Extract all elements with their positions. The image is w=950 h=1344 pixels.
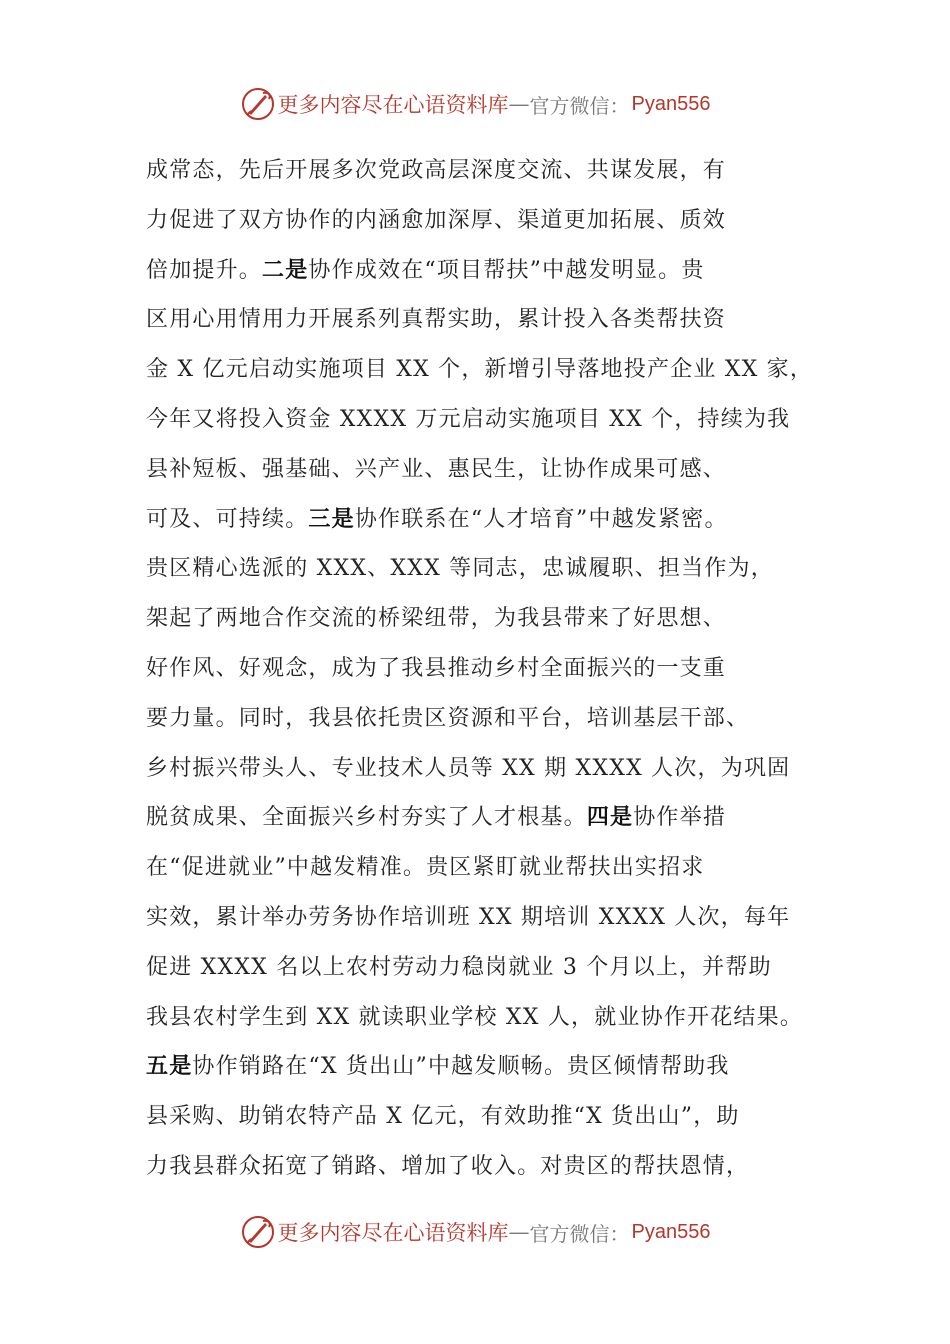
text-segment: 协作销路在“X 货出山”中越发顺畅。贵区倾情帮助我	[192, 1054, 730, 1080]
text-segment: 县补短板、强基础、兴产业、惠民生，让协作成果可感、	[146, 456, 727, 482]
text-line	[146, 146, 826, 196]
text-segment: 协作联系在“人才培育”中越发紧密。	[354, 506, 728, 532]
text-line	[146, 1042, 826, 1092]
text-line	[146, 345, 826, 395]
text-line	[146, 744, 826, 794]
footer-banner	[0, 1212, 950, 1252]
text-segment: 区用心用情用力开展系列真帮实助，累计投入各类帮扶资	[146, 307, 727, 333]
banner-dash: —	[508, 1220, 530, 1244]
text-segment: 促进 XXXX 名以上农村劳动力稳岗就业 3 个月以上，并帮助	[146, 954, 772, 980]
text-segment: 金 X 亿元启动实施项目 XX 个，新增引导落地投产企业 XX 家，	[146, 357, 814, 383]
text-segment: 在“促进就业”中越发精准。贵区紧盯就业帮扶出实招求	[146, 855, 705, 881]
text-segment: 协作成效在“项目帮扶”中越发明显。贵	[308, 257, 705, 283]
text-segment: 要力量。同时，我县依托贵区资源和平台，培训基层干部、	[146, 705, 750, 731]
text-segment: 力促进了双方协作的内涵愈加深厚、渠道更加拓展、质效	[146, 207, 727, 233]
text-segment: 脱贫成果、全面振兴乡村夯实了人才根基。	[146, 805, 587, 831]
text-line	[146, 246, 826, 296]
text-line	[146, 993, 826, 1043]
text-segment: 成常态，先后开展多次党政高层深度交流、共谋发展，有	[146, 158, 727, 183]
text-line	[146, 295, 826, 345]
bold-lead: 三是	[308, 505, 355, 532]
text-segment: 我县农村学生到 XX 就读职业学校 XX 人，就业协作开花结果。	[146, 1004, 804, 1030]
text-line	[146, 395, 826, 445]
banner-wechat-label: 官方微信：	[529, 93, 630, 118]
text-line	[146, 893, 826, 943]
text-line	[146, 694, 826, 744]
text-line	[146, 644, 826, 694]
body-text	[146, 146, 826, 1192]
text-segment: 贵区精心选派的 XXX、XXX 等同志，忠诚履职、担当作为，	[146, 556, 774, 582]
text-segment: 力我县群众拓宽了销路、增加了收入。对贵区的帮扶恩情，	[146, 1153, 750, 1179]
quill-logo-icon	[240, 1214, 276, 1250]
text-line	[146, 594, 826, 644]
text-line	[146, 943, 826, 993]
header-banner	[0, 84, 950, 124]
text-segment: 倍加提升。	[146, 257, 263, 283]
quill-logo-icon	[240, 86, 276, 122]
text-line	[146, 196, 826, 246]
text-segment: 架起了两地合作交流的桥梁纽带，为我县带来了好思想、	[146, 606, 727, 632]
bold-lead: 二是	[262, 256, 309, 283]
text-line	[146, 793, 826, 843]
banner-title: 更多内容尽在心语资料库	[277, 93, 509, 117]
bold-lead: 四是	[586, 804, 634, 831]
text-line	[146, 544, 826, 594]
text-line	[146, 1142, 826, 1192]
banner-wechat-id: Pyan556	[631, 92, 711, 115]
text-segment: 可及、可持续。	[146, 506, 309, 532]
text-line	[146, 1092, 826, 1142]
bold-lead: 五是	[146, 1053, 193, 1080]
text-segment: 县采购、助销农特产品 X 亿元，有效助推“X 货出山”，助	[146, 1104, 740, 1130]
text-segment: 协作举措	[633, 805, 727, 831]
text-line	[146, 445, 826, 495]
text-line	[146, 843, 826, 893]
banner-wechat-id: Pyan556	[631, 1220, 711, 1243]
text-segment: 乡村振兴带头人、专业技术人员等 XX 期 XXXX 人次，为巩固	[146, 755, 791, 781]
text-segment: 今年又将投入资金 XXXX 万元启动实施项目 XX 个，持续为我	[146, 406, 791, 432]
text-segment: 好作风、好观念，成为了我县推动乡村全面振兴的一支重	[146, 655, 727, 681]
text-line	[146, 495, 826, 545]
text-segment: 实效，累计举办劳务协作培训班 XX 期培训 XXXX 人次，每年	[146, 904, 791, 930]
banner-dash: —	[508, 92, 530, 116]
banner-title: 更多内容尽在心语资料库	[277, 1221, 509, 1245]
banner-wechat-label: 官方微信：	[529, 1221, 630, 1246]
